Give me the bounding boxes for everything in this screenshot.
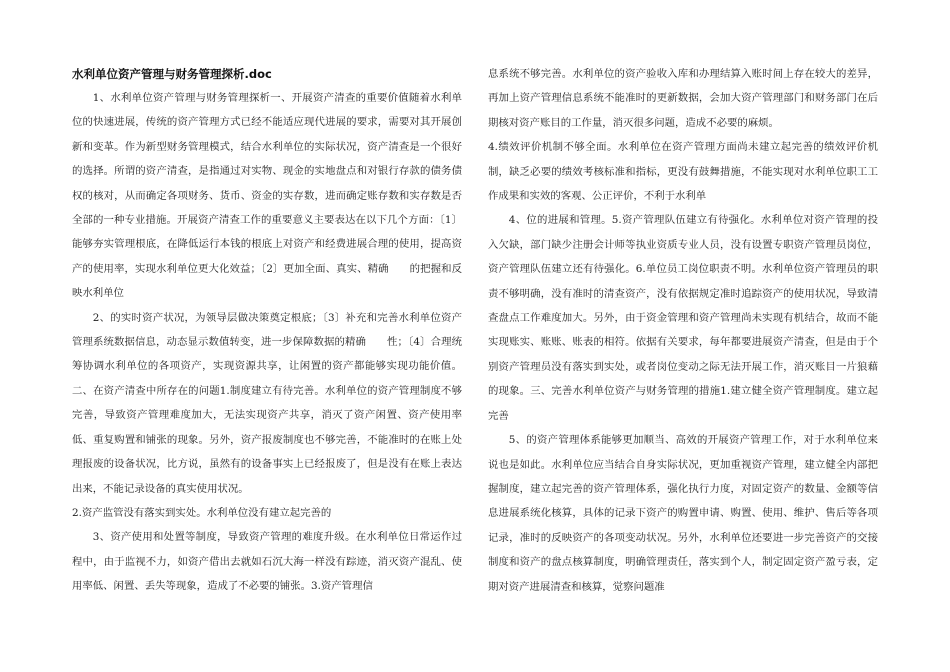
left-column (72, 62, 462, 599)
paragraph: 3、资产使用和处置等制度，导致资产管理的难度升级。在水利单位日常运作过程中，由于监视不力，如资产借出去就如石沉大海一样没有踪迹，消灭资产混乱、使用率低、闲置、丢失等现象，造成了不必要的铺张。3.资产管理信 (72, 531, 462, 593)
right-column (488, 62, 878, 599)
paragraph: 2、的实时资产状况，为领导层做决策奠定根底；〔3〕补充和完善水利单位资产管理系统数据信息，动态显示数值转变，进一步保障数据的精确 性；〔4〕合理统筹协调水利单位的各项资产，实现资源共享，让闲置的资产都能够实现功能价值。二、在资产清查中所存在的问题1.制度建立有待完善。水利单位的资产管理制度不够完善，导致资产管理难度加大，无法实现资产共享，消灭了资产闲置、资产使用率低、重复购置和铺张的现象。另外，资产报废制度也不够完善，不能准时的在账上处理报废的设备状况，比方说，虽然有的设备事实上已经报废了，但是没有在账上表达出来，不能记录设备的真实使用状况。 (72, 311, 462, 495)
paragraph: 5、的资产管理体系能够更加顺当、高效的开展资产管理工作，对于水利单位来说也是如此。水利单位应当结合自身实际状况，更加重视资产管理，建立健全内部把握制度，建立起完善的资产管理体系，强化执行力度，对固定资产的数量、金额等信息进展系统化核算，具体的记录下资产的购置申请、购置、使用、维护、售后等各项记录，准时的反映资产的各项变动状况。另外，水利单位还要进一步完善资产的交接制度和资产的盘点核算制度，明确管理责任，落实到个人，制定固定资产盈亏表，定期对资产进展清查和核算，觉察问题准 (488, 434, 878, 593)
document-title: 水利单位资产管理与财务管理探析.doc (72, 67, 272, 81)
paragraph: 1、水利单位资产管理与财务管理探析一、开展资产清查的重要价值随着水利单位的快速进展，传统的资产管理方式已经不能适应现代进展的要求，需要对其开展创新和变革。作为新型财务管理模式，结合水利单位的实际状况，资产清查是一个很好的选择。所谓的资产清查，是指通过对实物、现金的实地盘点和对银行存款的债务债权的核对，从而确定各项财务、货币、资金的实存数，进而确定账存数和实存数是否全部的一种专业措施。开展资产清查工作的重要意义主要表达在以下几个方面：〔1〕能够夯实管理根底，在降低运行本钱的根底上对资产和经费进展合理的使用，提高资产的使用率，实现水利单位更大化效益；〔2〕更加全面、真实、精确 的把握和反映水利单位 (72, 92, 462, 300)
paragraph: 息系统不够完善。水利单位的资产验收入库和办理结算入账时间上存在较大的差异，再加上资产管理信息系统不能准时的更新数据，会加大资产管理部门和财务部门在后期核对资产账目的工作量，消灭很多问题，造成不必要的麻烦。 (488, 68, 878, 129)
paragraph: 4、位的进展和管理。5.资产管理队伍建立有待强化。水利单位对资产管理的投入欠缺，部门缺少注册会计师等执业资质专业人员，没有设置专职资产管理员岗位，资产管理队伍建立还有待强化。6.单位员工岗位职责不明。水利单位资产管理员的职责不够明确，没有准时的清查资产，没有依据规定准时追踪资产的使用状况，导致清查盘点工作难度加大。另外，由于资金管理和资产管理尚未实现有机结合，故而不能实现账实、账账、账表的相符。依据有关要求，每年都要进展资产清查，但是由于个别资产管理员没有落实到实处，或者岗位变动之际无法开展工作，消灭账目一片狼藉的现象。三、完善水利单位资产与财务管理的措施1.建立健全资产管理制度。建立起完善 (488, 214, 878, 422)
paragraph: 2.资产监管没有落实到实处。水利单位没有建立起完善的 (72, 506, 332, 519)
paragraph: 4.绩效评价机制不够全面。水利单位在资产管理方面尚未建立起完善的绩效评价机制，缺乏必要的绩效考核标准和指标，更没有鼓舞措施，不能实现对水利单位职工工作成果和实效的客观、公正评价，不利于水利单 (488, 141, 878, 203)
